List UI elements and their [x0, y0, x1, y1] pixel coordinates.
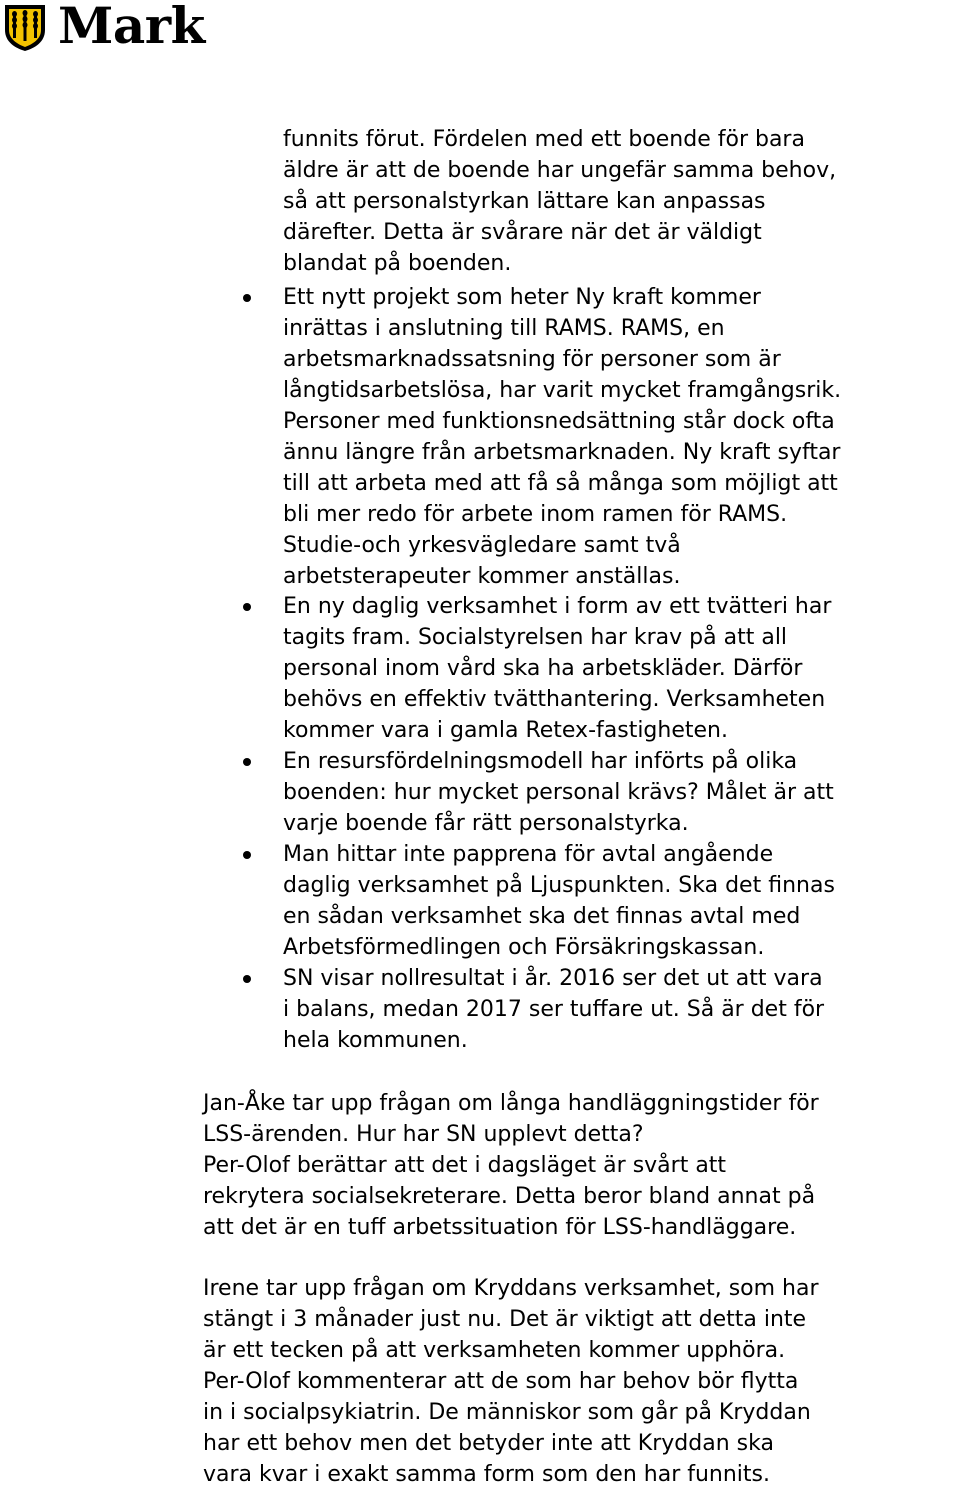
body-paragraph [203, 1088, 819, 1243]
text-line: daglig verksamhet på Ljuspunkten. Ska det finnas [283, 873, 835, 898]
text-line: vara kvar i exakt samma form som den har funnits. [203, 1462, 770, 1487]
text-line: Jan-Åke tar upp frågan om långa handläggningstider för [203, 1091, 819, 1116]
list-item [283, 591, 831, 746]
text-line: ännu längre från arbetsmarknaden. Ny kraft syftar [283, 440, 841, 465]
list-item [283, 839, 835, 963]
bullet-point [243, 758, 251, 766]
text-line: så att personalstyrkan lättare kan anpassas [283, 189, 766, 214]
list-item [283, 746, 834, 839]
text-line: arbetsmarknadssatsning för personer som är [283, 347, 781, 372]
text-line: blandat på boenden. [283, 251, 512, 276]
text-line: till att arbeta med att få så många som möjligt att [283, 471, 838, 496]
bullet-point [243, 975, 251, 983]
text-line: kommer vara i gamla Retex-fastigheten. [283, 718, 728, 743]
text-line: bli mer redo för arbete inom ramen för RAMS. [283, 502, 788, 527]
brand-name: Mark [58, 0, 205, 55]
text-line: hela kommunen. [283, 1028, 468, 1053]
text-line: har ett behov men det betyder inte att Kryddan ska [203, 1431, 774, 1456]
text-line: i balans, medan 2017 ser tuffare ut. Så är det för [283, 997, 825, 1022]
text-line: funnits förut. Fördelen med ett boende för bara [283, 127, 805, 152]
text-line: personal inom vård ska ha arbetskläder. Därför [283, 656, 803, 681]
text-line: inrättas i anslutning till RAMS. RAMS, en [283, 316, 725, 341]
text-line: En resursfördelningsmodell har införts på olika [283, 749, 798, 774]
text-line: boenden: hur mycket personal krävs? Målet är att [283, 780, 834, 805]
text-line: Per-Olof kommenterar att de som har behov bör flytta [203, 1369, 799, 1394]
bullet-point [243, 851, 251, 859]
text-line: in i socialpsykiatrin. De människor som går på Kryddan [203, 1400, 811, 1425]
text-line: äldre är att de boende har ungefär samma behov, [283, 158, 837, 183]
text-line: En ny daglig verksamhet i form av ett tvätteri har [283, 594, 832, 619]
text-line: Ett nytt projekt som heter Ny kraft kommer [283, 285, 761, 310]
text-line: behövs en effektiv tvätthantering. Verksamheten [283, 687, 826, 712]
text-line: Personer med funktionsnedsättning står dock ofta [283, 409, 835, 434]
text-line: Man hittar inte papprena för avtal angående [283, 842, 774, 867]
text-line: därefter. Detta är svårare när det är väldigt [283, 220, 762, 245]
body-paragraph [203, 1273, 819, 1490]
list-item [283, 282, 841, 592]
text-line: en sådan verksamhet ska det finnas avtal med [283, 904, 801, 929]
bullet-point [243, 294, 251, 302]
text-line: Studie-och yrkesvägledare samt två [283, 533, 681, 558]
text-line: långtidsarbetslösa, har varit mycket framgångsrik. [283, 378, 842, 403]
text-line: att det är en tuff arbetssituation för LSS-handläggare. [203, 1215, 797, 1240]
text-line: rekrytera socialsekreterare. Detta beror bland annat på [203, 1184, 816, 1209]
bullet-point [243, 603, 251, 611]
text-line: varje boende får rätt personalstyrka. [283, 811, 689, 836]
text-line: tagits fram. Socialstyrelsen har krav på att all [283, 625, 788, 650]
text-line: Per-Olof berättar att det i dagsläget är svårt att [203, 1153, 727, 1178]
municipality-shield-icon [2, 2, 48, 52]
list-item [283, 963, 824, 1056]
text-line: Arbetsförmedlingen och Försäkringskassan. [283, 935, 765, 960]
text-line: SN visar nollresultat i år. 2016 ser det ut att vara [283, 966, 823, 991]
text-line: arbetsterapeuter kommer anställas. [283, 564, 681, 589]
continuation-paragraph [283, 124, 836, 279]
text-line: LSS-ärenden. Hur har SN upplevt detta? [203, 1122, 644, 1147]
text-line: är ett tecken på att verksamheten kommer upphöra. [203, 1338, 786, 1363]
text-line: stängt i 3 månader just nu. Det är viktigt att detta inte [203, 1307, 807, 1332]
text-line: Irene tar upp frågan om Kryddans verksamhet, som har [203, 1276, 819, 1301]
